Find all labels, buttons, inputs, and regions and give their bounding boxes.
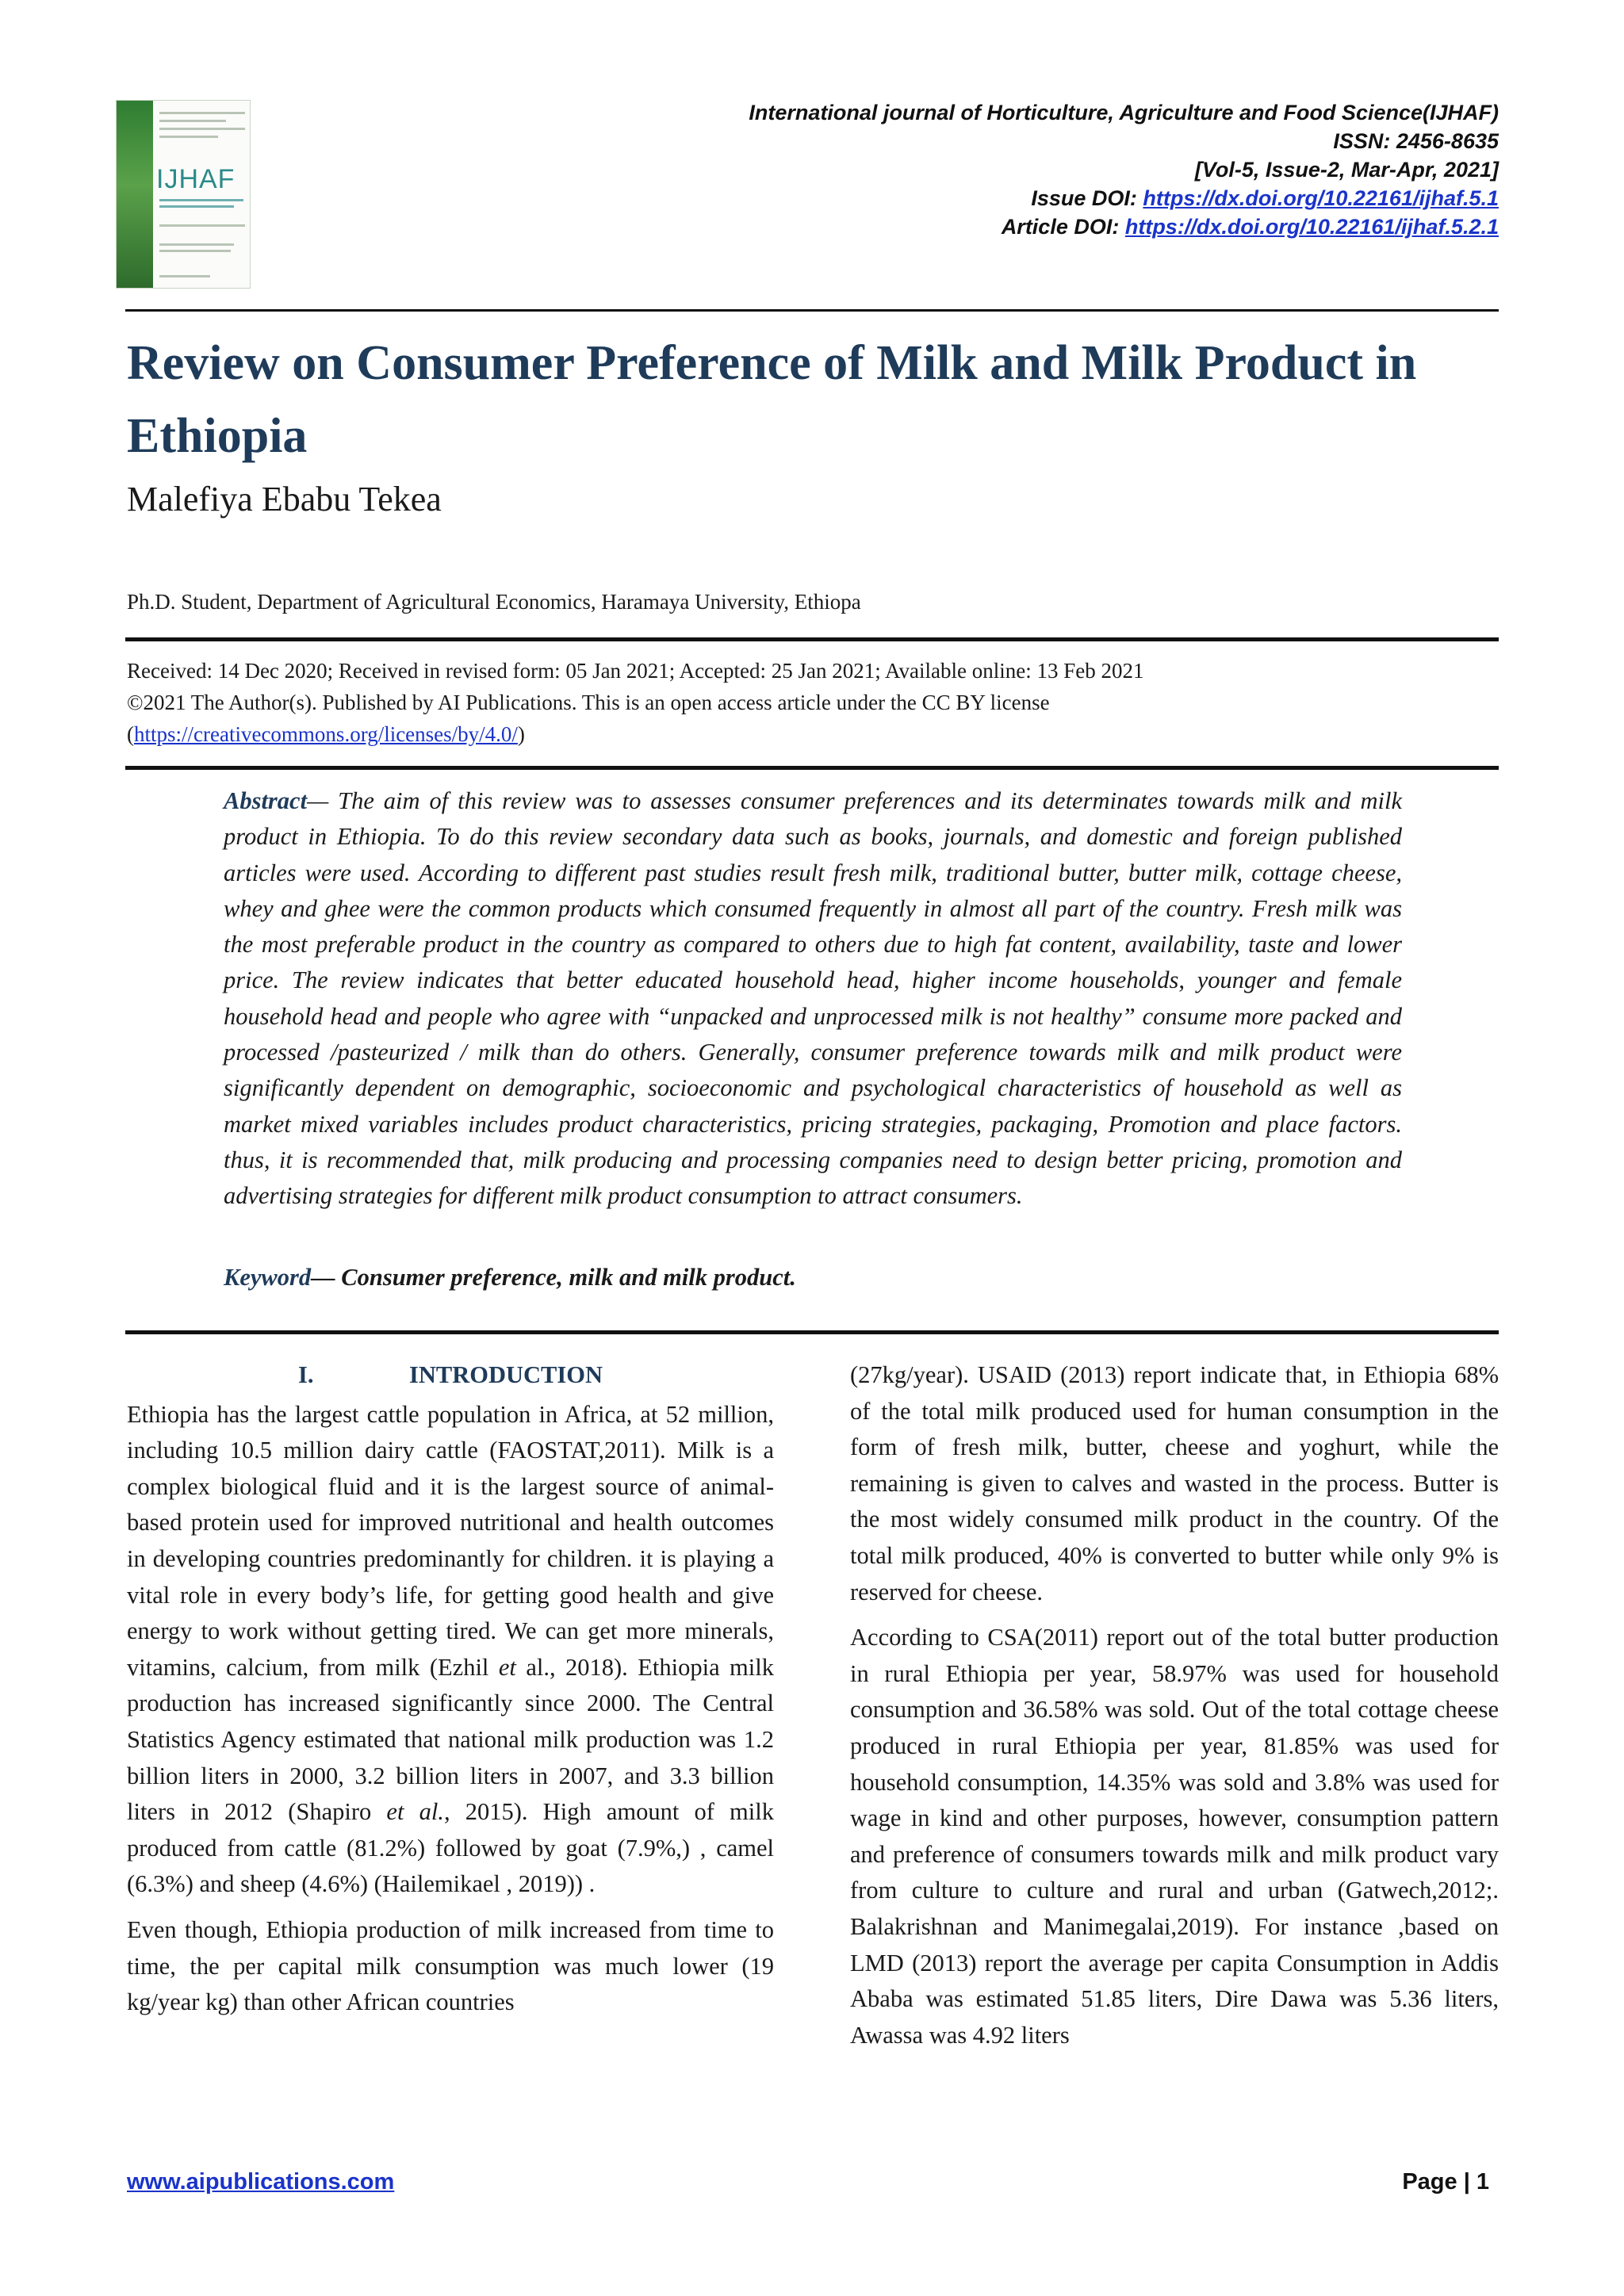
header-divider (125, 309, 1499, 312)
issue-doi-link[interactable]: https://dx.doi.org/10.22161/ijhaf.5.1 (1143, 186, 1499, 210)
publisher-website-link[interactable]: www.aipublications.com (127, 2169, 395, 2195)
section-title: INTRODUCTION (408, 1361, 603, 1388)
keywords-text: — Consumer preference, milk and milk product. (311, 1264, 796, 1291)
issue-doi: Issue DOI: https://dx.doi.org/10.22161/ijhaf.5.1 (1031, 186, 1499, 210)
keywords (224, 1264, 796, 1292)
abstract-label: Abstract (224, 787, 308, 814)
section-heading-introduction (127, 1357, 774, 1394)
abstract-text: — The aim of this review was to assesses consumer preferences and its determinates towards milk and milk product in Ethiopia. To do this review secondary data such as books, journals, and domestic and foreign published articles were used. According to different past studies result fresh milk, traditional butter, butter milk, cottage cheese, whey and ghee were the common products which consumed frequently in almost all part of the country. Fresh milk was the most preferable product in the country as compared to others due to high fat content, availability, taste and lower price. The review indicates that better educated household head, higher income households, younger and female household head and people who agree with “unpacked and unprocessed milk is not healthy” consume more packed and processed /pasteurized / milk than do others. Generally, consumer preference towards milk and milk product were significantly dependent on demographic, socioeconomic and psychological characteristics of household as well as market mixed variables includes product characteristics, pricing strategies, packaging, Promotion and place factors. thus, it is recommended that, milk producing and processing companies need to design better pricing, promotion and advertising strategies for different milk product consumption to attract consumers. (224, 787, 1402, 1210)
dates-bottom-divider (125, 766, 1499, 770)
keywords-label: Keyword (224, 1264, 312, 1291)
right-column (850, 1357, 1499, 2063)
article-doi: Article DOI: https://dx.doi.org/10.22161/ijhaf.5.2.1 (1001, 215, 1499, 239)
page-number: Page | 1 (1402, 2169, 1489, 2195)
article-doi-link[interactable]: https://dx.doi.org/10.22161/ijhaf.5.2.1 (1124, 215, 1499, 239)
journal-logo (116, 100, 251, 289)
journal-name: International journal of Horticulture, Agriculture and Food Science(IJHAF) (749, 101, 1499, 124)
author-affiliation: Ph.D. Student, Department of Agricultural Economics, Haramaya University, Ethiopa (127, 590, 861, 614)
journal-issn: ISSN: 2456-8635 (1333, 129, 1499, 153)
license-link[interactable]: https://creativecommons.org/licenses/by/4.0/ (134, 722, 518, 746)
intro-paragraph-2: Even though, Ethiopia production of milk increased from time to time, the per capital milk consumption was much lower (19 kg/year kg) than other African countries (127, 1915, 774, 2016)
copyright-line: ©2021 The Author(s). Published by AI Publications. This is an open access article under the CC BY license (127, 691, 1050, 714)
left-column (127, 1357, 774, 2030)
section-number: I. (297, 1361, 314, 1388)
journal-header (749, 98, 1499, 241)
article-title: Review on Consumer Preference of Milk and Milk Product in Ethiopia (127, 336, 1417, 463)
license-line: (https://creativecommons.org/licenses/by/4.0/) (127, 722, 525, 746)
intro-paragraph-3: (27kg/year). USAID (2013) report indicate that, in Ethiopia 68% of the total milk produced used for human consumption in the form of fresh milk, butter, cheese and yoghurt, while the remaining is given to calves and wasted in the process. Butter is the most widely consumed milk product in the country. Of the total milk produced, 40% is converted to butter while only 9% is reserved for cheese. (850, 1361, 1499, 1605)
received-dates: Received: 14 Dec 2020; Received in revised form: 05 Jan 2021; Accepted: 25 Jan 2021; Available online: 13 Feb 2021 (127, 659, 1144, 683)
author-name: Malefiya Ebabu Tekea (127, 480, 442, 519)
abstract (224, 783, 1402, 1215)
dates-top-divider (125, 637, 1499, 641)
publication-dates (127, 655, 1499, 750)
logo-green-strip (117, 101, 153, 288)
abstract-divider (125, 1330, 1499, 1334)
logo-name: IJHAF (156, 164, 236, 194)
intro-paragraph-4: According to CSA(2011) report out of the total butter production in rural Ethiopia per year, 58.97% was used for household consumption and 36.58% was sold. Out of the total cottage cheese produced in rural Ethiopia per year, 81.85% was used for household consumption, 14.35% was sold and 3.8% was used for wage in kind and other purposes, however, consumption pattern and preference of consumers towards milk and milk product vary from culture to culture and rural and urban (Gatwech,2012;. Balakrishnan and Manimegalai,2019). For instance ,based on LMD (2013) report the average per capita Consumption in Addis Ababa was estimated 51.85 liters, Dire Dawa was 5.36 liters, Awassa was 4.92 liters (850, 1624, 1499, 2049)
journal-volume: [Vol-5, Issue-2, Mar-Apr, 2021] (1194, 158, 1499, 182)
intro-paragraph-1: Ethiopia has the largest cattle population in Africa, at 52 million, including 10.5 million dairy cattle (FAOSTAT,2011). Milk is a complex biological fluid and it is the largest source of animal-based protein used for improved nutritional and health outcomes in developing countries predominantly for children. it is playing a vital role in every body’s life, for getting good health and give energy to work without getting tired. We can get more minerals, vitamins, calcium, from milk (Ezhil et al., 2018). Ethiopia milk production has increased significantly since 2000. The Central Statistics Agency estimated that national milk production was 1.2 billion liters in 2000, 3.2 billion liters in 2007, and 3.3 billion liters in 2012 (Shapiro et al., 2015). High amount of milk produced from cattle (81.2%) followed by goat (7.9%,) , camel (6.3%) and sheep (4.6%) (Hailemikael , 2019)) . (127, 1400, 774, 1898)
